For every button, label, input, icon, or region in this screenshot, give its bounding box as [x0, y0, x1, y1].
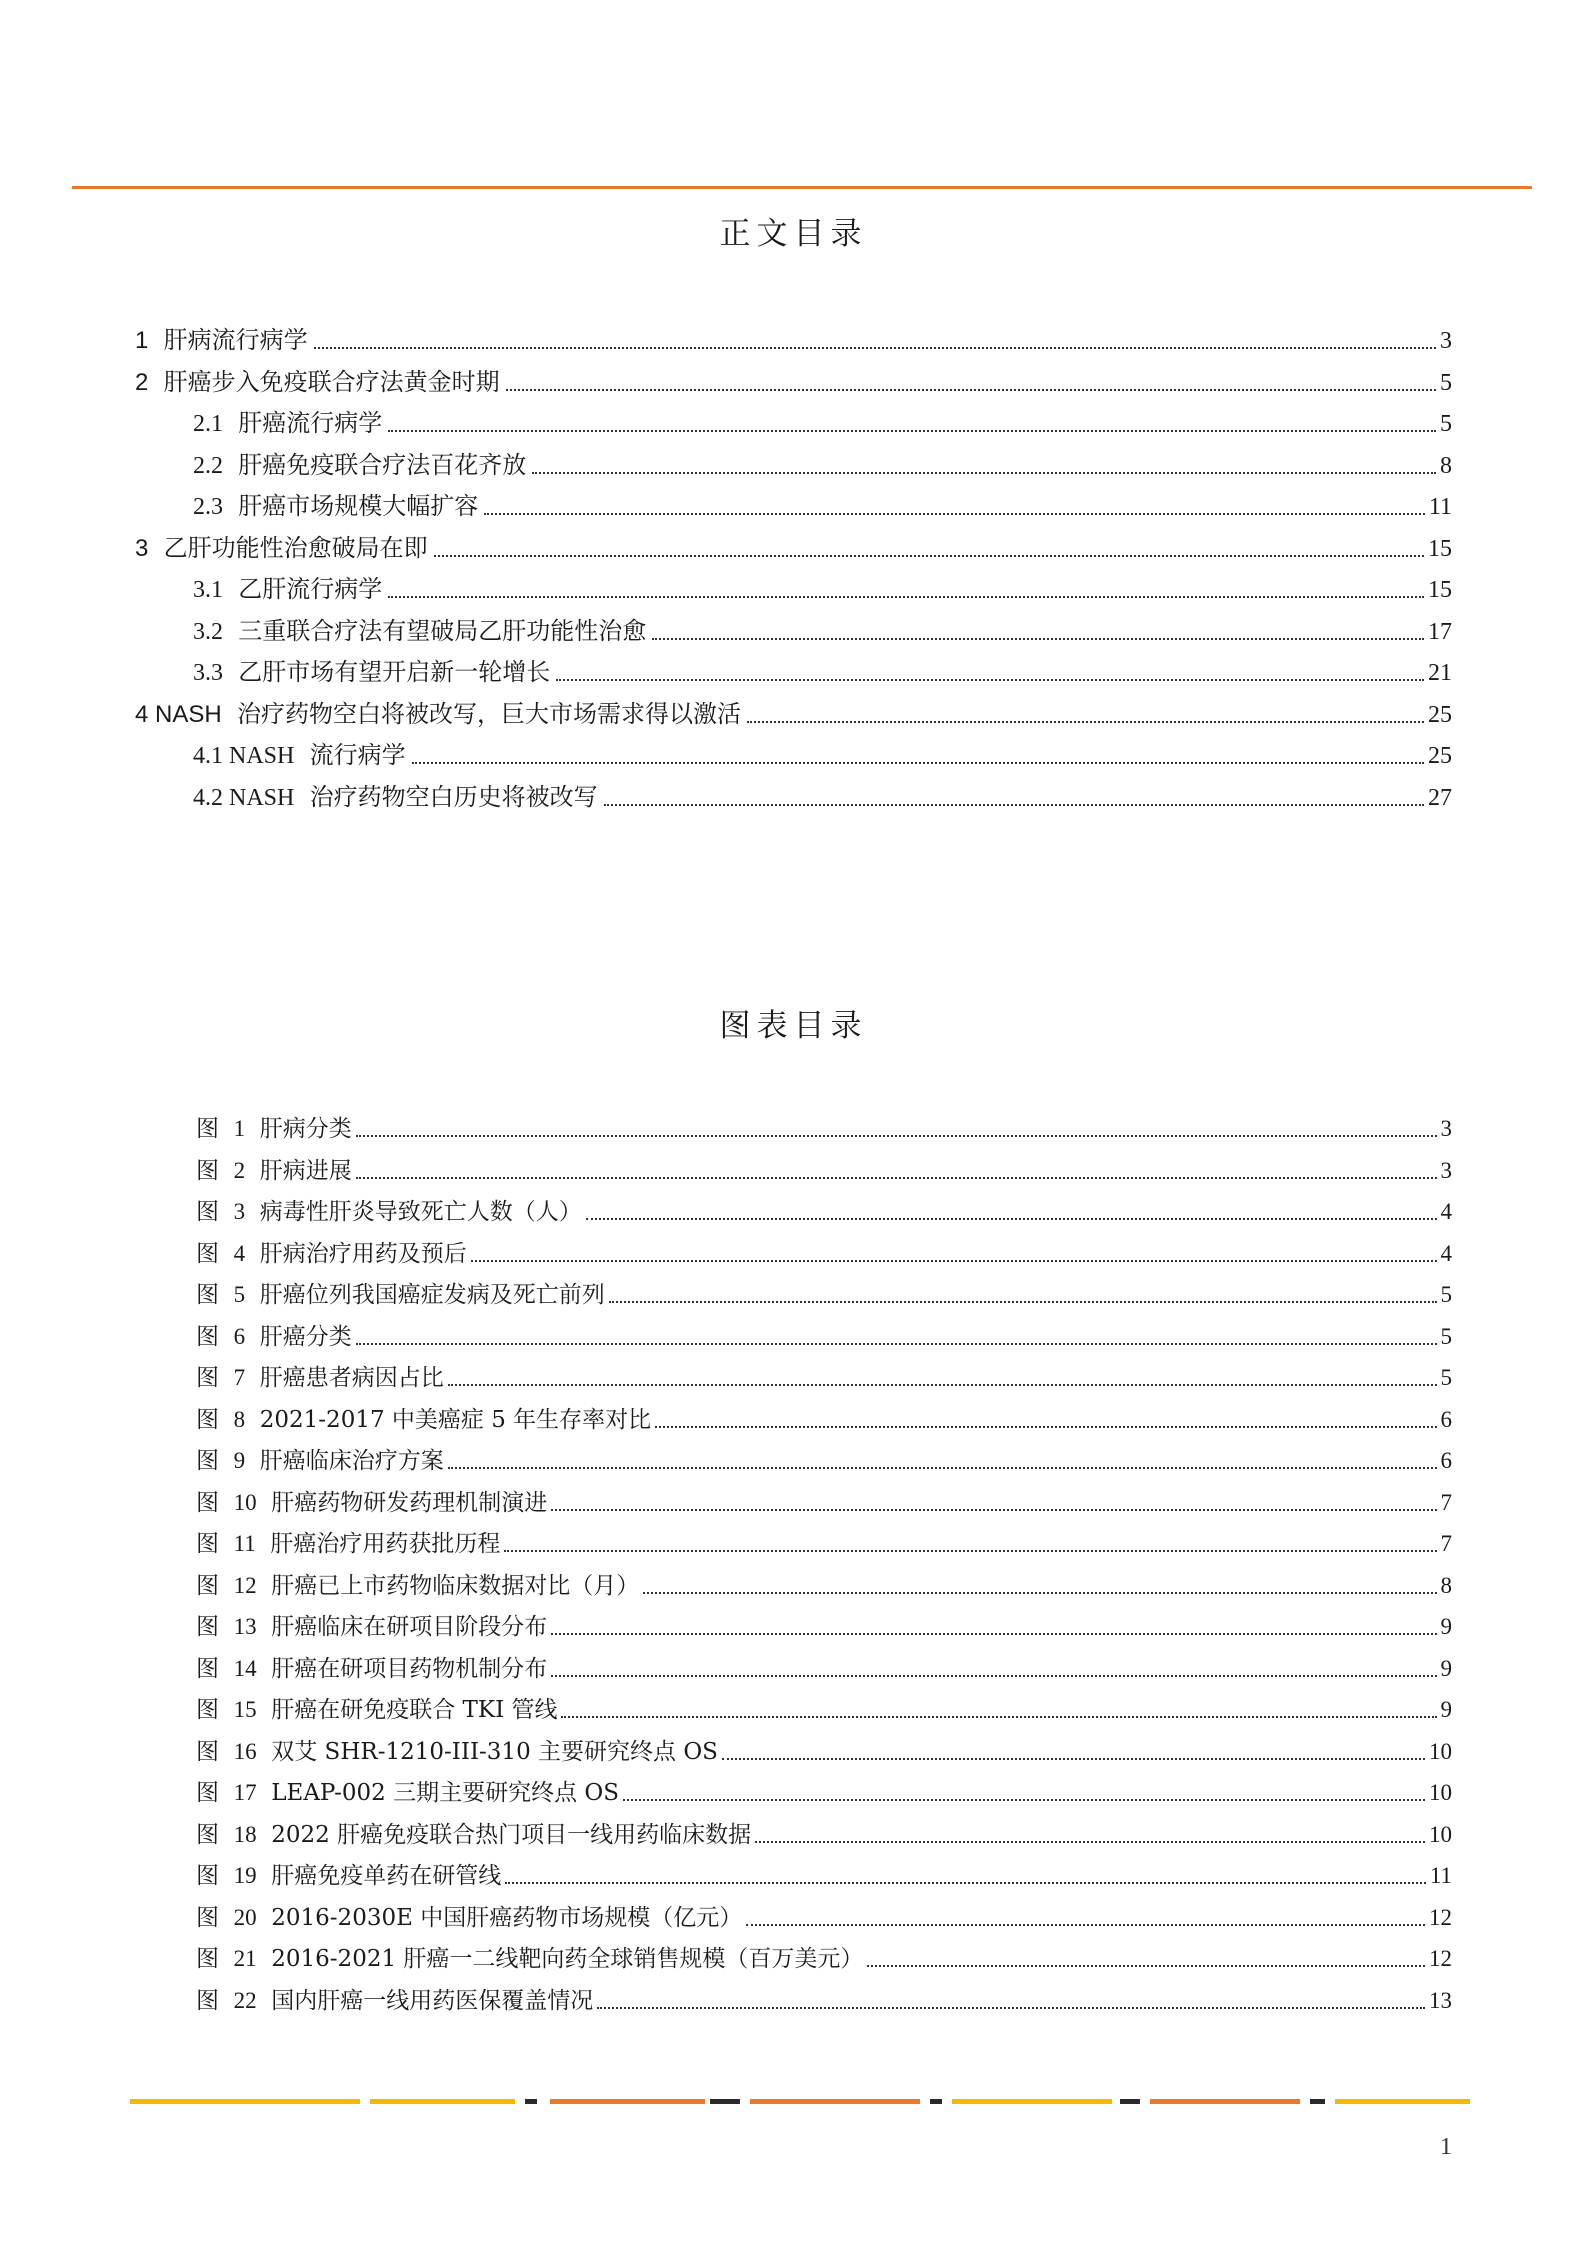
figure-title: 肝病进展	[259, 1157, 352, 1184]
figure-title: 病毒性肝炎导致死亡人数（人）	[259, 1199, 582, 1225]
dot-leader	[867, 1965, 1425, 1967]
figure-number: 4	[233, 1240, 246, 1266]
toc-entry[interactable]	[135, 526, 1452, 564]
figure-entry[interactable]	[196, 1772, 1452, 1808]
figure-title: 肝病治疗用药及预后	[259, 1240, 467, 1267]
dot-leader	[471, 1260, 1437, 1262]
figure-number: 6	[233, 1323, 246, 1349]
toc-entry-title: 治疗药物空白历史将被改写	[309, 782, 598, 811]
figure-entry[interactable]	[196, 1980, 1452, 2016]
figure-label: 图	[196, 1863, 219, 1889]
dot-leader	[448, 1467, 1437, 1469]
figure-entry[interactable]	[196, 1440, 1452, 1476]
figure-number: 13	[233, 1614, 257, 1639]
footer-bar	[130, 2099, 1470, 2104]
figure-label: 图	[196, 1987, 219, 2014]
figure-page: 8	[1440, 1572, 1452, 1598]
figure-entry[interactable]	[196, 1191, 1452, 1227]
toc-entry[interactable]	[135, 360, 1452, 398]
dot-leader	[755, 1841, 1425, 1843]
figure-label: 图	[196, 1282, 219, 1308]
dot-leader	[388, 430, 1436, 432]
dot-leader	[655, 1426, 1436, 1428]
figure-page: 9	[1440, 1655, 1452, 1681]
figure-entry[interactable]	[196, 1565, 1452, 1601]
figure-entry[interactable]	[196, 1399, 1452, 1435]
toc-entry[interactable]	[193, 567, 1452, 605]
figure-entry[interactable]	[196, 1482, 1452, 1518]
figure-number: 18	[233, 1821, 257, 1847]
figure-number: 1	[233, 1116, 246, 1141]
figure-entry[interactable]	[196, 1731, 1452, 1767]
figure-entry[interactable]	[196, 1814, 1452, 1850]
figure-page: 13	[1429, 1987, 1452, 2013]
dot-leader	[412, 762, 1424, 764]
toc-entry-page: 25	[1428, 701, 1452, 728]
page-number: 1	[1440, 2134, 1452, 2160]
figure-entry[interactable]	[196, 1938, 1452, 1974]
dot-leader	[556, 679, 1424, 681]
figure-number: 2	[233, 1157, 246, 1183]
figure-entry[interactable]	[196, 1150, 1452, 1186]
toc-entry-page: 11	[1428, 494, 1452, 520]
figure-page: 5	[1440, 1323, 1452, 1349]
figure-label: 图	[196, 1323, 219, 1350]
figure-title: 肝癌位列我国癌症发病及死亡前列	[259, 1282, 605, 1308]
figure-label: 图	[196, 1697, 219, 1723]
figure-page: 6	[1440, 1448, 1452, 1473]
figure-label: 图	[196, 1655, 219, 1682]
figure-title: 肝癌免疫单药在研管线	[271, 1863, 502, 1889]
toc-entry-title: 流行病学	[309, 741, 406, 769]
toc-entry-page: 17	[1428, 618, 1452, 645]
toc-entry-number: 2	[135, 368, 149, 396]
figure-page: 6	[1440, 1406, 1452, 1432]
figure-title: LEAP-002 三期主要研究终点 OS	[271, 1780, 620, 1806]
figure-page: 12	[1429, 1946, 1452, 1971]
figure-page: 9	[1440, 1697, 1452, 1722]
dot-leader	[586, 1218, 1437, 1220]
toc-entry-number: 1	[135, 327, 149, 354]
dot-leader	[623, 1799, 1425, 1801]
figure-page: 4	[1440, 1199, 1452, 1224]
figure-entry[interactable]	[196, 1689, 1452, 1725]
figure-page: 3	[1440, 1157, 1452, 1183]
figure-label: 图	[196, 1614, 219, 1640]
toc-entry-number: 2.3	[193, 494, 223, 520]
toc-entry-page: 5	[1440, 411, 1452, 437]
dot-leader	[747, 721, 1424, 723]
figure-title: 2016-2021 肝癌一二线靶向药全球销售规模（百万美元）	[271, 1946, 864, 1972]
figure-page: 5	[1440, 1282, 1452, 1307]
toc-entry-page: 27	[1428, 784, 1452, 811]
dot-leader	[643, 1592, 1436, 1594]
toc-entry-title: 肝癌市场规模大幅扩容	[238, 492, 479, 520]
toc-entry[interactable]	[193, 733, 1452, 771]
toc-entry[interactable]	[193, 650, 1452, 688]
dot-leader	[532, 472, 1436, 474]
toc-entry-title: 肝病流行病学	[163, 326, 308, 354]
figure-label: 图	[196, 1489, 219, 1516]
dot-leader	[448, 1384, 1437, 1386]
toc-entry[interactable]	[193, 609, 1452, 647]
toc-entry-page: 21	[1428, 660, 1452, 686]
figure-number: 5	[233, 1282, 246, 1307]
dot-leader	[652, 638, 1424, 640]
figure-title: 肝癌在研免疫联合 TKI 管线	[271, 1697, 558, 1723]
figure-title: 肝癌治疗用药获批历程	[270, 1531, 501, 1557]
figure-number: 21	[233, 1946, 257, 1971]
toc-entry-title: 三重联合疗法有望破局乙肝功能性治愈	[238, 616, 647, 645]
figure-label: 图	[196, 1531, 219, 1557]
figure-label: 图	[196, 1448, 219, 1474]
dot-leader	[609, 1301, 1437, 1303]
dot-leader	[484, 513, 1425, 515]
figure-number: 20	[233, 1904, 257, 1930]
toc-entry[interactable]	[135, 692, 1452, 730]
dot-leader	[434, 555, 1424, 557]
figure-page: 5	[1440, 1365, 1452, 1390]
toc-entry-title: 乙肝市场有望开启新一轮增长	[238, 658, 551, 686]
figure-title: 国内肝癌一线用药医保覆盖情况	[271, 1987, 594, 2014]
figure-entry[interactable]	[196, 1606, 1452, 1642]
toc-entry-number: 4.1 NASH	[193, 743, 295, 769]
figure-page: 3	[1440, 1116, 1452, 1141]
figure-number: 8	[233, 1406, 246, 1432]
figure-number: 12	[233, 1572, 257, 1598]
figure-entry[interactable]	[196, 1233, 1452, 1269]
toc-entry-number: 3.3	[193, 660, 223, 686]
dot-leader	[561, 1716, 1436, 1718]
figure-entry[interactable]	[196, 1108, 1452, 1144]
toc-entry-page: 8	[1440, 452, 1452, 479]
dot-leader	[551, 1633, 1436, 1635]
toc-entry-page: 5	[1440, 369, 1452, 396]
figure-title: 肝癌已上市药物临床数据对比（月）	[271, 1572, 640, 1599]
figure-title: 肝癌临床治疗方案	[259, 1448, 444, 1474]
figure-label: 图	[196, 1738, 219, 1765]
dot-leader	[746, 1924, 1425, 1926]
figure-title: 肝癌患者病因占比	[259, 1365, 444, 1391]
toc-entry-page: 3	[1440, 328, 1452, 354]
dot-leader	[314, 347, 1436, 349]
figure-page: 11	[1429, 1863, 1452, 1888]
dot-leader	[356, 1343, 1437, 1345]
dot-leader	[505, 1882, 1426, 1884]
figure-label: 图	[196, 1157, 219, 1184]
dot-leader	[356, 1135, 1437, 1137]
figure-label: 图	[196, 1780, 219, 1806]
toc-entry[interactable]	[193, 443, 1452, 481]
dot-leader	[551, 1675, 1436, 1677]
figure-entry[interactable]	[196, 1357, 1452, 1393]
figure-entry[interactable]	[196, 1523, 1452, 1559]
figure-label: 图	[196, 1116, 219, 1142]
figure-page: 4	[1440, 1240, 1452, 1266]
toc-entry-page: 25	[1428, 743, 1452, 769]
figure-entry[interactable]	[196, 1855, 1452, 1891]
dot-leader	[597, 2007, 1425, 2009]
figure-number: 16	[233, 1738, 257, 1764]
figure-number: 14	[233, 1655, 257, 1681]
figure-number: 19	[233, 1863, 257, 1888]
toc-title: 正文目录	[719, 216, 868, 252]
figure-title: 肝癌分类	[259, 1323, 352, 1350]
toc-entry-page: 15	[1428, 577, 1452, 603]
toc-entry-number: 4 NASH	[135, 700, 222, 728]
toc-entry-number: 3	[135, 534, 149, 562]
figure-number: 11	[233, 1531, 256, 1556]
figure-page: 7	[1440, 1531, 1452, 1556]
toc-entry-number: 3.1	[193, 577, 223, 603]
figure-page: 10	[1429, 1738, 1452, 1764]
dot-leader	[356, 1177, 1437, 1179]
toc-entry-title: 乙肝流行病学	[238, 575, 383, 603]
figure-page: 10	[1429, 1780, 1452, 1805]
dot-leader	[722, 1758, 1425, 1760]
figure-title: 肝癌药物研发药理机制演进	[271, 1489, 548, 1516]
figure-number: 10	[233, 1489, 257, 1515]
toc-entry-number: 2.1	[193, 411, 223, 437]
toc-entry[interactable]	[135, 318, 1452, 356]
figure-title: 2021-2017 中美癌症 5 年生存率对比	[259, 1406, 652, 1433]
figure-title: 肝癌在研项目药物机制分布	[271, 1655, 548, 1682]
figure-title: 肝病分类	[259, 1116, 352, 1142]
toc-entry-number: 2.2	[193, 452, 223, 479]
figure-list-title: 图表目录	[719, 1008, 868, 1044]
figure-label: 图	[196, 1199, 219, 1225]
dot-leader	[604, 804, 1424, 806]
figure-title: 2022 肝癌免疫联合热门项目一线用药临床数据	[271, 1821, 752, 1848]
figure-number: 22	[233, 1987, 257, 2013]
figure-label: 图	[196, 1904, 219, 1931]
toc-entry[interactable]	[193, 775, 1452, 813]
toc-entry-title: 肝癌流行病学	[238, 409, 383, 437]
dot-leader	[504, 1550, 1436, 1552]
figure-label: 图	[196, 1240, 219, 1267]
toc-entry-number: 4.2 NASH	[193, 784, 295, 811]
figure-label: 图	[196, 1572, 219, 1599]
dot-leader	[388, 596, 1424, 598]
toc-entry-title: 肝癌免疫联合疗法百花齐放	[238, 450, 527, 479]
figure-page: 7	[1440, 1489, 1452, 1515]
figure-title: 肝癌临床在研项目阶段分布	[271, 1614, 548, 1640]
figure-label: 图	[196, 1946, 219, 1972]
toc-entry[interactable]	[193, 484, 1452, 522]
figure-label: 图	[196, 1365, 219, 1391]
figure-entry[interactable]	[196, 1316, 1452, 1352]
figure-label: 图	[196, 1821, 219, 1848]
figure-number: 7	[233, 1365, 246, 1390]
figure-entry[interactable]	[196, 1274, 1452, 1310]
figure-entry[interactable]	[196, 1648, 1452, 1684]
figure-page: 10	[1429, 1821, 1452, 1847]
toc-entry-title: 肝癌步入免疫联合疗法黄金时期	[163, 367, 500, 396]
figure-entry[interactable]	[196, 1897, 1452, 1933]
figure-page: 12	[1429, 1904, 1452, 1930]
toc-entry-page: 15	[1428, 535, 1452, 562]
dot-leader	[551, 1509, 1436, 1511]
toc-entry-title: 治疗药物空白将被改写，巨大市场需求得以激活	[236, 699, 741, 728]
figure-number: 9	[233, 1448, 246, 1473]
figure-number: 15	[233, 1697, 257, 1722]
figure-title: 2016-2030E 中国肝癌药物市场规模（亿元）	[271, 1904, 743, 1931]
figure-number: 3	[233, 1199, 246, 1224]
toc-entry-number: 3.2	[193, 618, 223, 645]
toc-entry[interactable]	[193, 401, 1452, 439]
figure-page: 9	[1440, 1614, 1452, 1639]
toc-entry-title: 乙肝功能性治愈破局在即	[163, 533, 428, 562]
figure-label: 图	[196, 1406, 219, 1433]
header-rule	[72, 186, 1532, 189]
figure-title: 双艾 SHR-1210-III-310 主要研究终点 OS	[271, 1738, 718, 1765]
figure-number: 17	[233, 1780, 257, 1805]
dot-leader	[506, 389, 1436, 391]
